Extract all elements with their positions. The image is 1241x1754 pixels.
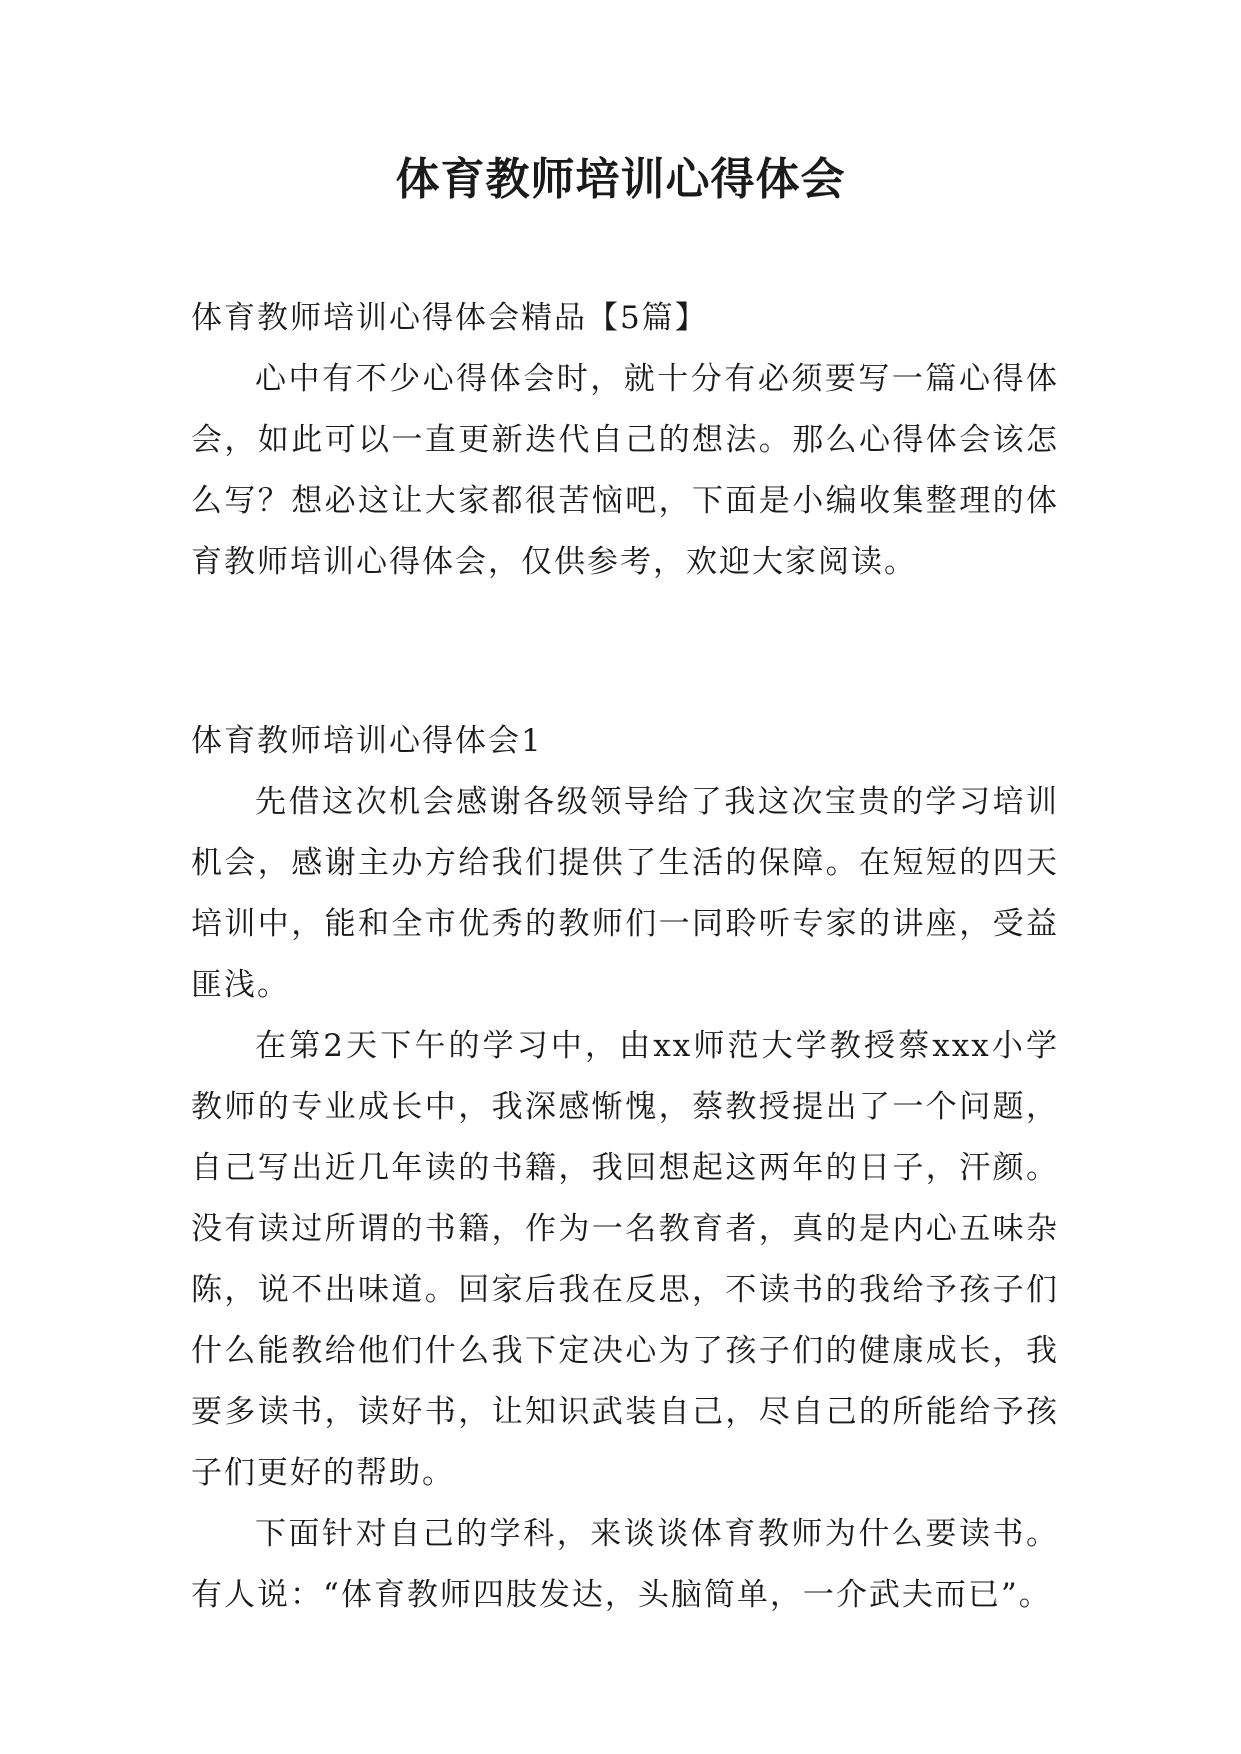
document-subtitle: 体育教师培训心得体会精品【5篇】: [191, 300, 708, 336]
document-title: 体育教师培训心得体会: [395, 154, 846, 205]
section-spacer: [191, 593, 1059, 711]
body-paragraph-2: 在第2天下午的学习中，由xx师范大学教授蔡xxx小学教师的专业成长中，我深感惭愧，蔡教授提出了一个问题，自己写出近几年读的书籍，我回想起这两年的日子，汗颜。没有读过所谓的书籍，作为一名教育者，真的是内心五味杂陈，说不出味道。回家后我在反思，不读书的我给予孩子们什么能教给他们什么我下定决心为了孩子们的健康成长，我要多读书，读好书，让知识武装自己，尽自己的所能给予孩子们更好的帮助。: [191, 1028, 1059, 1491]
section-heading: 体育教师培训心得体会1: [191, 723, 543, 759]
body-paragraph-1: 先借这次机会感谢各级领导给了我这次宝贵的学习培训机会，感谢主办方给我们提供了生活的保障。在短短的四天培训中，能和全市优秀的教师们一同聆听专家的讲座，受益匪浅。: [191, 784, 1059, 1003]
intro-paragraph: 心中有不少心得体会时，就十分有必须要写一篇心得体会，如此可以一直更新迭代自己的想法。那么心得体会该怎么写？想必这让大家都很苦恼吧，下面是小编收集整理的体育教师培训心得体会，仅供参考，欢迎大家阅读。: [191, 361, 1059, 580]
body-paragraph-3: 下面针对自己的学科，来谈谈体育教师为什么要读书。有人说：“体育教师四肢发达，头脑简单，一介武夫而已”。: [191, 1516, 1059, 1613]
document-body: [191, 288, 1059, 1626]
